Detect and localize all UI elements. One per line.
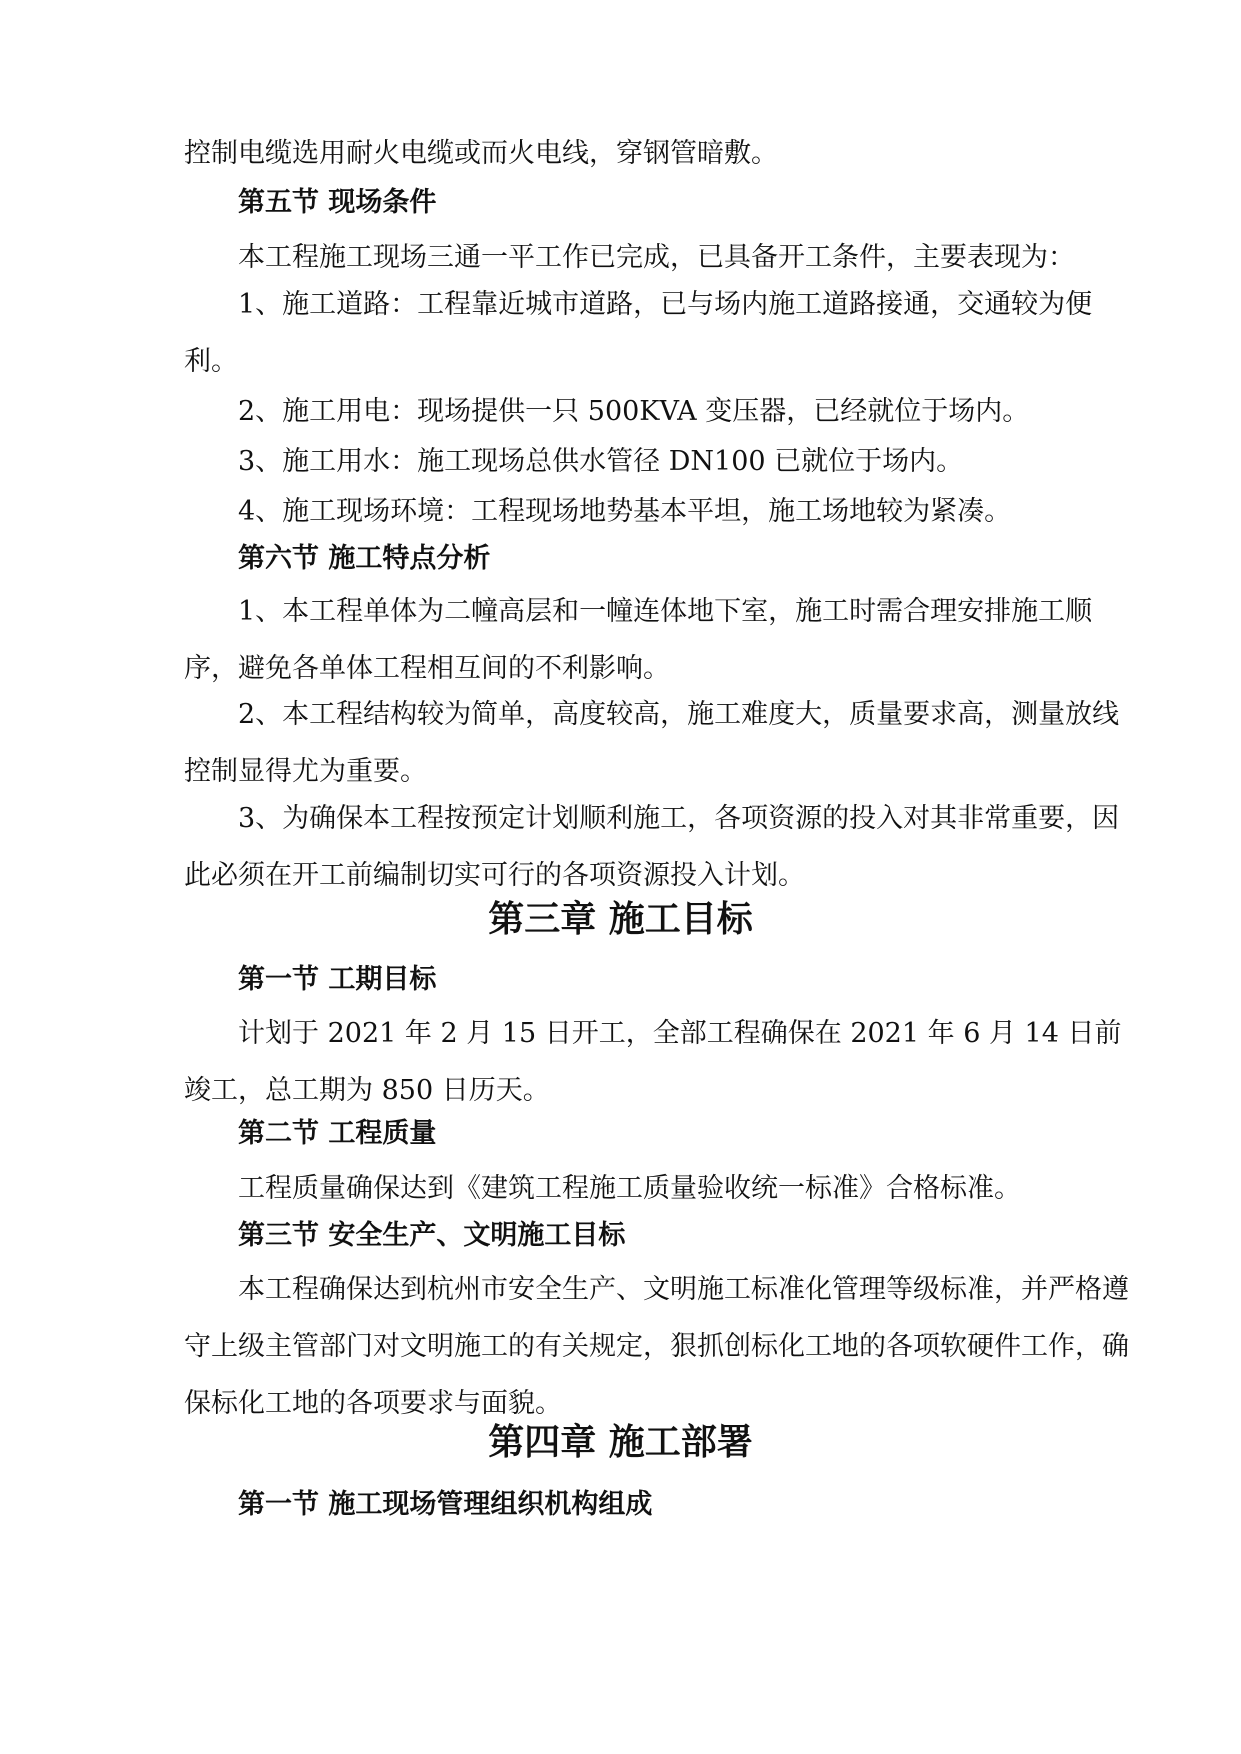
- chapter-title-4: 第四章 施工部署: [488, 1422, 753, 1463]
- list-item-feature-3: 3、为确保本工程按预定计划顺利施工，各项资源的投入对其非常重要，因此必须在开工前编制切实可行的各项资源投入计划。: [184, 803, 1120, 891]
- paragraph-quality: 工程质量确保达到《建筑工程施工质量验收统一标准》合格标准。: [238, 1173, 1021, 1204]
- section-title-quality: 第二节 工程质量: [238, 1118, 437, 1149]
- paragraph-cable: 控制电缆选用耐火电缆或而火电线，穿钢管暗敷。: [184, 138, 778, 169]
- paragraph-site-intro: 本工程施工现场三通一平工作已完成，已具备开工条件，主要表现为：: [238, 242, 1075, 273]
- list-item-feature-1: 1、本工程单体为二幢高层和一幢连体地下室，施工时需合理安排施工顺序，避免各单体工程相互间的不利影响。: [184, 596, 1093, 684]
- section-title-schedule: 第一节 工期目标: [238, 964, 437, 995]
- section-title-organization: 第一节 施工现场管理组织机构组成: [238, 1489, 653, 1520]
- list-item-feature-2: 2、本工程结构较为简单，高度较高，施工难度大，质量要求高，测量放线控制显得尤为重要。: [184, 699, 1120, 787]
- section-title-features: 第六节 施工特点分析: [238, 543, 491, 574]
- list-item-power: 2、施工用电：现场提供一只 500KVA 变压器，已经就位于场内。: [238, 396, 1030, 427]
- section-title-safety: 第三节 安全生产、文明施工目标: [238, 1220, 626, 1251]
- paragraph-safety: 本工程确保达到杭州市安全生产、文明施工标准化管理等级标准，并严格遵守上级主管部门对文明施工的有关规定，狠抓创标化工地的各项软硬件工作，确保标化工地的各项要求与面貌。: [184, 1274, 1129, 1419]
- list-item-road: 1、施工道路：工程靠近城市道路，已与场内施工道路接通，交通较为便利。: [184, 289, 1093, 377]
- paragraph-schedule: 计划于 2021 年 2 月 15 日开工，全部工程确保在 2021 年 6 月 14 日前竣工，总工期为 850 日历天。: [184, 1018, 1122, 1106]
- chapter-title-3: 第三章 施工目标: [488, 899, 753, 940]
- list-item-environment: 4、施工现场环境：工程现场地势基本平坦，施工场地较为紧凑。: [238, 496, 1012, 527]
- section-title-site-conditions: 第五节 现场条件: [238, 187, 437, 218]
- list-item-water: 3、施工用水：施工现场总供水管径 DN100 已就位于场内。: [238, 446, 964, 477]
